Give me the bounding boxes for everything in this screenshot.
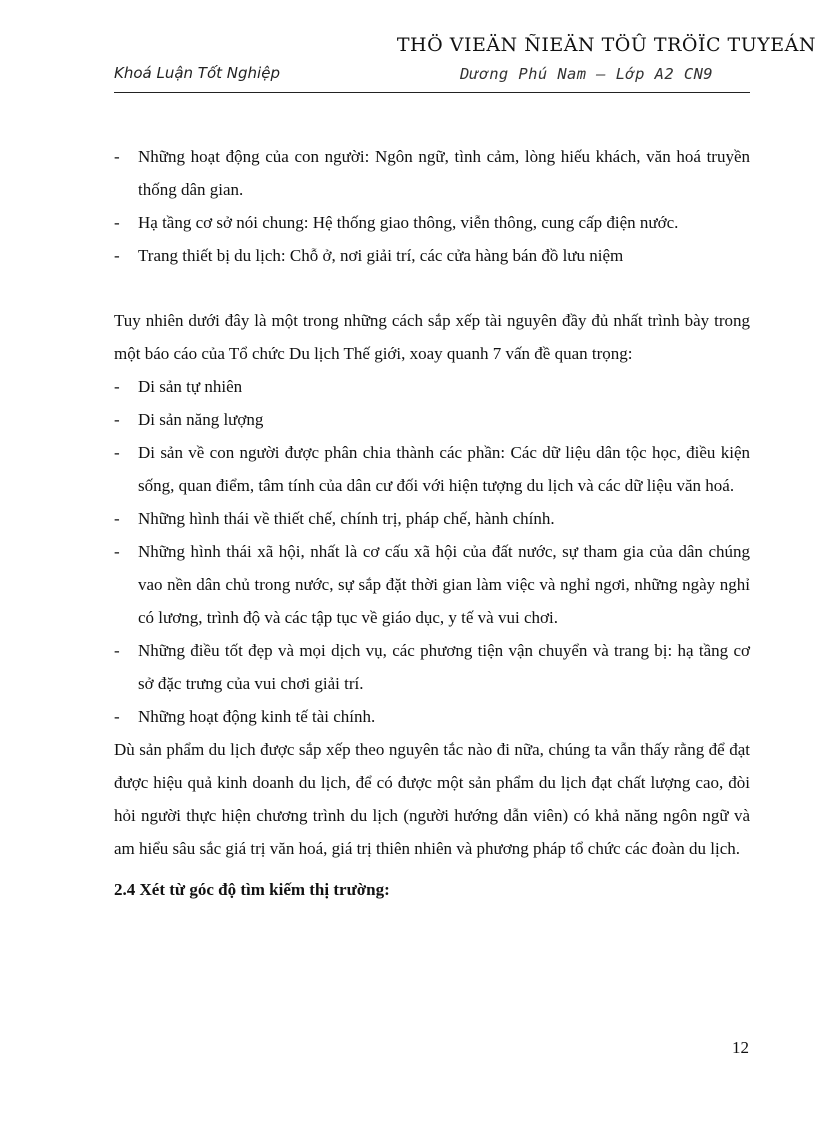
list-item-text: Những hoạt động của con người: Ngôn ngữ, tình cảm, lòng hiếu khách, văn hoá truyền thống dân gian. xyxy=(138,147,750,199)
bullet-dash: - xyxy=(114,707,120,726)
list-item xyxy=(114,502,750,535)
bullet-dash: - xyxy=(114,542,120,561)
bullet-dash: - xyxy=(114,509,120,528)
bullet-dash: - xyxy=(114,443,120,462)
list-item-text: Những điều tốt đẹp và mọi dịch vụ, các phương tiện vận chuyển và trang bị: hạ tầng cơ sở đặc trưng của vui chơi giải trí. xyxy=(138,641,750,693)
list-item xyxy=(114,700,750,733)
list-item xyxy=(114,634,750,700)
list-item-text: Những hoạt động kinh tế tài chính. xyxy=(138,707,376,726)
page-header xyxy=(114,62,750,86)
section-heading: 2.4 Xét từ góc độ tìm kiếm thị trường: xyxy=(114,880,390,899)
bullet-dash: - xyxy=(114,213,120,232)
header-author: Dương Phú Nam – Lớp A2 CN9 xyxy=(460,65,714,83)
list-item xyxy=(114,140,750,206)
list-item xyxy=(114,403,750,436)
list-item-text: Những hình thái xã hội, nhất là cơ cấu xã hội của đất nước, sự tham gia của dân chúng vao nền dân chủ trong nước, sự sắp đặt thời gian làm việc và nghỉ ngơi, những ngày nghỉ có lương, trình độ và các tập tục về giáo dục, y tế và vui chơi. xyxy=(138,542,750,627)
list-item-text: Di sản về con người được phân chia thành các phần: Các dữ liệu dân tộc học, điều kiện sống, quan điểm, tâm tính của dân cư đối với hiện tượng du lịch và các dữ liệu văn hoá. xyxy=(138,443,750,495)
list-item xyxy=(114,436,750,502)
intro-paragraph: Tuy nhiên dưới đây là một trong những cách sắp xếp tài nguyên đầy đủ nhất trình bày trong một báo cáo của Tổ chức Du lịch Thế giới, xoay quanh 7 vấn đề quan trọng: xyxy=(114,311,750,363)
bullet-dash: - xyxy=(114,641,120,660)
bullet-dash: - xyxy=(114,246,120,265)
list-item xyxy=(114,535,750,634)
conclusion-paragraph: Dù sản phẩm du lịch được sắp xếp theo nguyên tắc nào đi nữa, chúng ta vẫn thấy rằng để đạt được hiệu quả kinh doanh du lịch, để có được một sản phẩm du lịch đạt chất lượng cao, đòi hỏi người thực hiện chương trình du lịch (người hướng dẫn viên) có khả năng ngôn ngữ và am hiểu sâu sắc giá trị văn hoá, giá trị thiên nhiên và phương pháp tổ chức các đoàn du lịch. xyxy=(114,740,750,858)
list-item xyxy=(114,206,750,239)
page-number: 12 xyxy=(732,1038,749,1057)
bullet-list-activities xyxy=(114,140,750,272)
header-divider xyxy=(114,92,750,93)
watermark-text: THÖ VIEÄN ÑIEÄN TÖÛ TRÖÏC TUYEÁN xyxy=(396,34,816,56)
list-item-text: Trang thiết bị du lịch: Chỗ ở, nơi giải trí, các cửa hàng bán đồ lưu niệm xyxy=(138,246,624,265)
spacer xyxy=(114,272,750,304)
list-item-text: Di sản năng lượng xyxy=(138,410,264,429)
list-item xyxy=(114,239,750,272)
header-thesis-title: Khoá Luận Tốt Nghiệp xyxy=(114,64,280,82)
list-item-text: Di sản tự nhiên xyxy=(138,377,243,396)
bullet-dash: - xyxy=(114,377,120,396)
bullet-dash: - xyxy=(114,410,120,429)
list-item xyxy=(114,370,750,403)
bullet-list-heritage xyxy=(114,370,750,733)
list-item-text: Hạ tầng cơ sở nói chung: Hệ thống giao thông, viễn thông, cung cấp điện nước. xyxy=(138,213,679,232)
list-item-text: Những hình thái về thiết chế, chính trị, pháp chế, hành chính. xyxy=(138,509,555,528)
bullet-dash: - xyxy=(114,147,120,166)
page-body xyxy=(114,140,750,906)
